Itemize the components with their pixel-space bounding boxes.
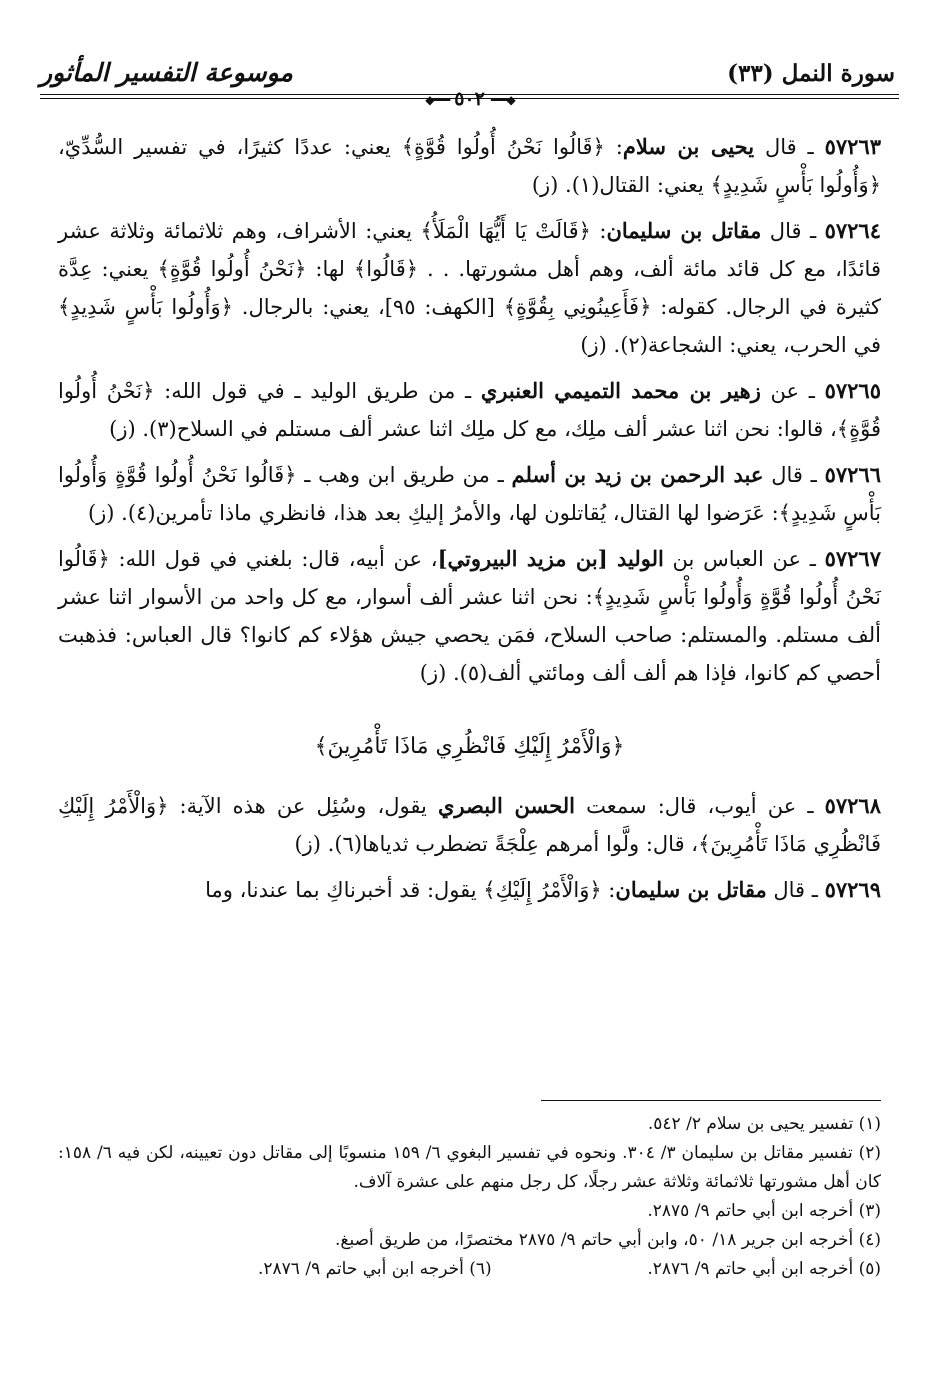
- main-text: [58, 128, 881, 917]
- entry: [58, 128, 881, 204]
- narrator-name: الحسن البصري: [437, 793, 576, 818]
- ornament-icon: ◆━━━: [490, 93, 514, 107]
- footnote-rule: [541, 1100, 881, 1101]
- page-number-line: [0, 88, 939, 110]
- narrator-name: عبد الرحمن بن زيد بن أسلم: [511, 462, 764, 487]
- narrator-name: يحيى بن سلام: [622, 134, 755, 159]
- entry-text: يقول، وسُئِل عن هذه الآية: ﴿وَالْأَمْرُ إِلَيْكِ فَانْظُرِي مَاذَا تَأْمُرِينَ﴾، قال: ولَّوا أمرهم عِلْجَةً تضطرب ثدياها(٦). (ز): [58, 794, 881, 856]
- narrator-name: مقاتل بن سليمان: [615, 877, 767, 902]
- footnote: (٣) أخرجه ابن أبي حاتم ٩/ ٢٨٧٥.: [647, 1201, 881, 1221]
- entry-number: ٥٧٢٦٧: [824, 546, 881, 571]
- verse-heading: ﴿وَالْأَمْرُ إِلَيْكِ فَانْظُرِي مَاذَا تَأْمُرِينَ﴾: [314, 734, 625, 759]
- entry: [58, 540, 881, 692]
- footnote: (٦) أخرجه ابن أبي حاتم ٩/ ٢٨٧٦.: [258, 1259, 492, 1279]
- entry-text: ـ عن أيوب، قال: سمعت: [575, 794, 825, 818]
- entry: [58, 787, 881, 863]
- entry-text: ـ قال: [763, 463, 825, 487]
- entry-number: ٥٧٢٦٨: [824, 793, 881, 818]
- entry-text: ـ عن: [760, 379, 825, 403]
- narrator-name: زهير بن محمد التميمي العنبري: [480, 378, 761, 403]
- entry-text: ـ من طريق ابن وهب ـ ﴿قَالُوا نَحْنُ أُولُوا قُوَّةٍ وَأُولُوا بَأْسٍ شَدِيدٍ﴾: عَرَضوا لها القتال، يُقاتلون لها، والأمرُ إليكِ بعد هذا، فانظري ماذا تأمرين(٤). (ز): [58, 463, 881, 525]
- narrator-name: الوليد [بن مزيد البيروتي]: [437, 546, 664, 571]
- ornament-icon: ━━━◆: [425, 93, 449, 107]
- entry-text: ـ قال: [761, 219, 825, 243]
- entry-number: ٥٧٢٦٥: [824, 378, 881, 403]
- page-number: ٥٠٢: [454, 88, 485, 110]
- entry-number: ٥٧٢٦٦: [824, 462, 882, 487]
- entry: [58, 456, 881, 532]
- book-title: موسوعة التفسير المأثور: [40, 58, 293, 87]
- entry-text: : ﴿قَالُوا نَحْنُ أُولُوا قُوَّةٍ﴾ يعني: عددًا كثيرًا، في تفسير السُّدِّيّ، ﴿وَأُولُوا بَأْسٍ شَدِيدٍ﴾ يعني: القتال(١). (ز): [58, 135, 881, 197]
- entry-text: : ﴿قَالَتْ يَا أَيُّهَا الْمَلَأُ﴾ يعني: الأشراف، وهم ثلاثمائة وثلاثة عشر قائدًا، مع كل قائد مائة ألف، وهم أهل مشورتها. . . ﴿قَالُوا﴾ لها: ﴿نَحْنُ أُولُوا قُوَّةٍ﴾ يعني: عِدَّة كثيرة في الرجال. كقوله: ﴿فَأَعِينُونِي بِقُوَّةٍ﴾ [الكهف: ٩٥]، يعني: بالرجال. ﴿وَأُولُوا بَأْسٍ شَدِيدٍ﴾ في الحرب، يعني: الشجاعة(٢). (ز): [58, 219, 881, 357]
- narrator-name: مقاتل بن سليمان: [606, 218, 762, 243]
- entry-text: ـ قال: [754, 135, 825, 159]
- entry-number: ٥٧٢٦٣: [824, 134, 882, 159]
- entry-text: ، عن أبيه، قال: بلغني في قول الله: ﴿قَالُوا نَحْنُ أُولُوا قُوَّةٍ وَأُولُوا بَأْسٍ شَدِيدٍ﴾: نحن اثنا عشر ألف أسوار، مع كل واحد من الأسوار اثنا عشر ألف مستلم. والمستلم: صاحب السلاح، فمَن يحصي جيش هؤلاء كم كانوا؟ قال العباس: فذهبت أحصي كم كانوا، فإذا هم ألف ألف ومائتي ألف(٥). (ز): [58, 547, 881, 685]
- entry-text: : ﴿وَالْأَمْرُ إِلَيْكِ﴾ يقول: قد أخبرناكِ بما عندنا، وما: [205, 878, 616, 902]
- footnote: (٢) تفسير مقاتل بن سليمان ٣/ ٣٠٤. ونحوه في تفسير البغوي ٦/ ١٥٩ منسوبًا إلى مقاتل دون تعيينه، لكن فيه ٦/ ١٥٨: كان أهل مشورتها ثلاثمائة وثلاثة عشر رجلًا، كل رجل منهم على عشرة آلاف.: [58, 1143, 881, 1192]
- entry-number: ٥٧٢٦٤: [824, 218, 881, 243]
- entry-text: ـ عن العباس بن: [663, 547, 825, 571]
- entry: [58, 212, 881, 364]
- footnote: (٤) أخرجه ابن جرير ١٨/ ٥٠، وابن أبي حاتم ٩/ ٢٨٧٥ مختصرًا، من طريق أصبغ.: [335, 1230, 881, 1250]
- entry-text: ـ قال: [766, 878, 825, 902]
- footnote-row: [58, 1255, 881, 1284]
- footnote: (٥) أخرجه ابن أبي حاتم ٩/ ٢٨٧٦.: [647, 1259, 881, 1279]
- entry: [58, 871, 881, 909]
- footnote: (١) تفسير يحيى بن سلام ٢/ ٥٤٢.: [647, 1114, 881, 1134]
- entry: [58, 372, 881, 448]
- surah-title: سورة النمل (٣٣): [727, 60, 895, 87]
- footnotes: [58, 1110, 881, 1284]
- entry-text: ـ من طريق الوليد ـ في قول الله: ﴿نَحْنُ أُولُوا قُوَّةٍ﴾، قالوا: نحن اثنا عشر ألف ملِك، مع كل ملِك اثنا عشر ألف مستلم في السلاح(٣). (ز): [58, 379, 881, 441]
- entry-number: ٥٧٢٦٩: [824, 877, 881, 902]
